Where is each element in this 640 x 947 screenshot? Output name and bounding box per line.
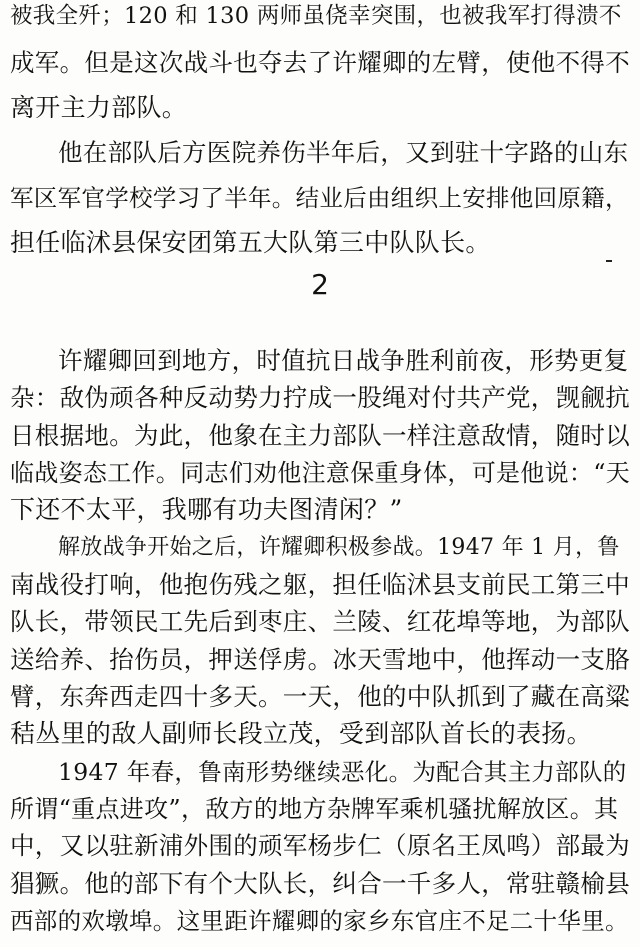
text-line: 被我全歼；120 和 130 两师虽侥幸突围，也被我军打得溃不 [10,3,622,29]
text-line: 军区军官学校学习了半年。结业后由组织上安排他回原籍， [10,184,629,212]
text-line: 杂：敌伪顽各种反动势力拧成一股绳对付共产党，觊觎抗 [10,383,630,412]
text-line: 中，又以驻新浦外围的顽军杨步仁（原名王凤鸣）部最为 [10,831,630,860]
text-line: 1947 年春，鲁南形势继续恶化。为配合其主力部队的 [58,758,627,786]
text-line: 成军。但是这次战斗也夺去了许耀卿的左臂，使他不得不 [10,48,630,77]
text-line: 他在部队后方医院养伤半年后，又到驻十字路的山东 [58,138,629,167]
text-line: 臂，东奔西走四十多天。一天，他的中队抓到了藏在高粱 [10,682,630,711]
section-number: 2 [311,268,329,301]
scan-mark [606,260,612,262]
text-line: 所谓“重点进攻”，敌方的地方杂牌军乘机骚扰解放区。其 [10,795,619,823]
text-line: 许耀卿回到地方，时值抗日战争胜利前夜，形势更复 [58,346,629,375]
text-line: 临战姿态工作。同志们劝他注意保重身体，可是他说：“天 [10,459,631,487]
text-line: 下还不太平，我哪有功夫图清闲？” [10,495,403,524]
text-line: 西部的欢墩埠。这里距许耀卿的家乡东官庄不足二十华里。 [10,907,629,935]
text-line: 猖獗。他的部下有个大队长，纠合一千多人，常驻赣榆县 [10,869,630,898]
text-line: 担任临沭县保安团第五大队第三中队队长。 [10,228,491,257]
text-line: 南战役打响，他抱伤残之躯，担任临沭县支前民工第三中 [10,570,630,599]
text-line: 解放战争开始之后，许耀卿积极参战。1947 年 1 月，鲁 [58,535,620,560]
text-line: 离开主力部队。 [10,93,188,122]
text-line: 秸丛里的敌人副师长段立茂，受到部队首长的表扬。 [10,719,592,748]
text-line: 队长，带领民工先后到枣庄、兰陵、红花埠等地，为部队 [10,607,630,636]
text-line: 日根据地。为此，他象在主力部队一样注意敌情，随时以 [10,421,630,450]
text-line: 送给养、抬伤员，押送俘虏。冰天雪地中，他挥动一支胳 [10,645,630,674]
